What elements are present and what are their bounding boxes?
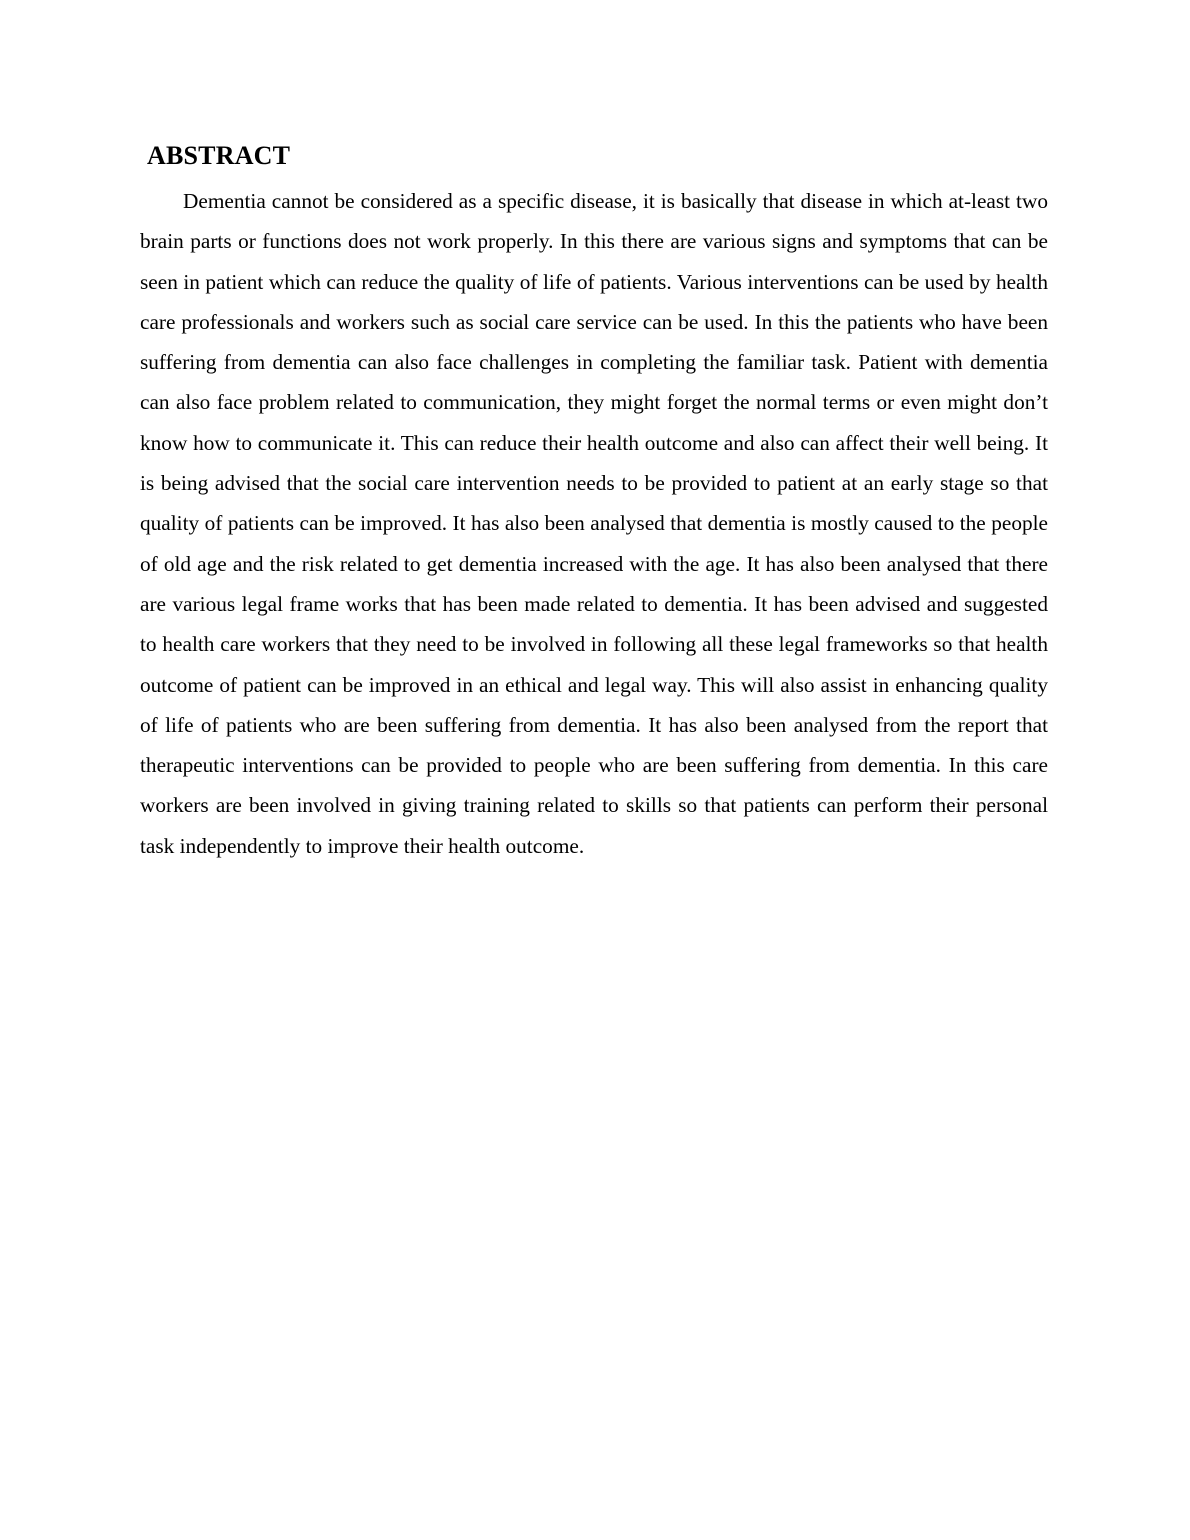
abstract-paragraph: Dementia cannot be considered as a specific disease, it is basically that disease in which at-least two brain parts or functions does not work properly. In this there are various signs and symptoms that can be seen in patient which can reduce the quality of life of patients. Various interventions can be used by health care professionals and workers such as social care service can be used. In this the patients who have been suffering from dementia can also face challenges in completing the familiar task. Patient with dementia can also face problem related to communication, they might forget the normal terms or even might don’t know how to communicate it. This can reduce their health outcome and also can affect their well being. It is being advised that the social care intervention needs to be provided to patient at an early stage so that quality of patients can be improved. It has also been analysed that dementia is mostly caused to the people of old age and the risk related to get dementia increased with the age. It has also been analysed that there are various legal frame works that has been made related to dementia. It has been advised and suggested to health care workers that they need to be involved in following all these legal frameworks so that health outcome of patient can be improved in an ethical and legal way. This will also assist in enhancing quality of life of patients who are been suffering from dementia. It has also been analysed from the report that therapeutic interventions can be provided to people who are been suffering from dementia. In this care workers are been involved in giving training related to skills so that patients can perform their personal task independently to improve their health outcome. [140,189,1048,858]
abstract-heading: ABSTRACT [147,141,291,170]
